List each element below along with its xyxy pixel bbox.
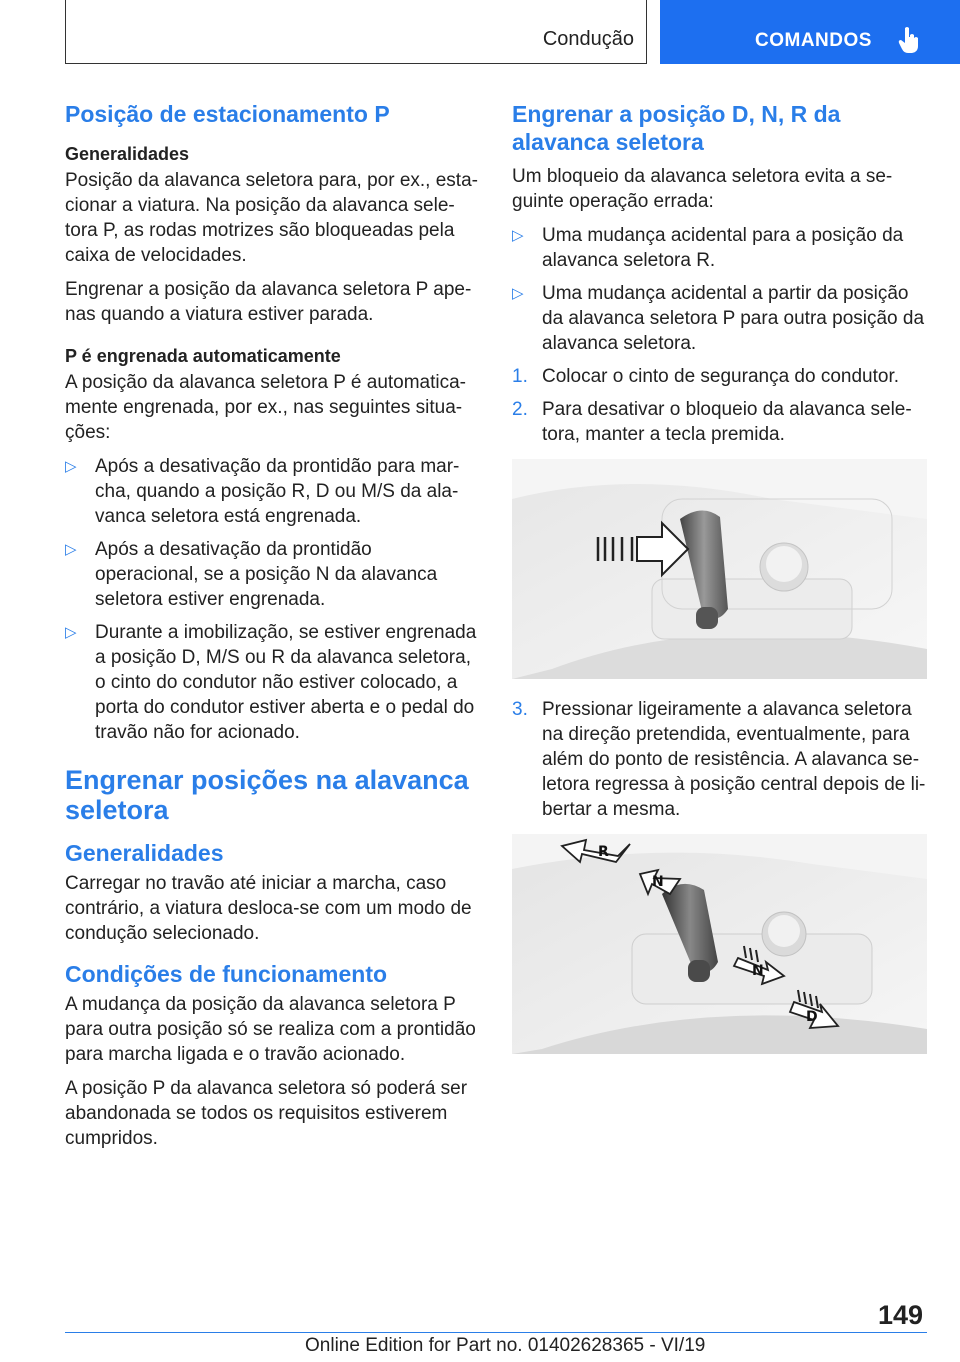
triangle-bullet-icon: ▷ xyxy=(65,541,77,558)
step-item: 3. Pressionar ligeiramente a alavanca seletora na direção pretendida, eventualmente, para além do ponto de resistência. A alavanca se-letora regressa à posição central depois de li-bertar a mesma. xyxy=(512,699,926,820)
edition-text: Online Edition for Part no. 01402628365 - VI/19 xyxy=(305,1335,706,1356)
heading-parking-position: Posição de estacionamento P xyxy=(65,101,390,127)
selector-lever-positions-figure xyxy=(512,834,927,1054)
step-item: 1. Colocar o cinto de segurança do condutor. xyxy=(512,366,900,387)
paragraph: Carregar no travão até iniciar a marcha, caso contrário, a viatura desloca-se com um modo de condução selecionado. xyxy=(65,873,472,944)
position-n-label: N xyxy=(652,874,664,890)
list-item: ▷ Uma mudança acidental a partir da posição da alavanca seletora P para outra posição da alavanca seletora. xyxy=(512,283,925,354)
heading-operating-conditions: Condições de funcionamento xyxy=(65,961,388,987)
list-item: ▷ Após a desativação da prontidão para mar-cha, quando a posição R, D ou M/S da ala-vanca seletora está engrenada. xyxy=(65,456,460,527)
page-number: 149 xyxy=(878,1300,924,1330)
paragraph: A posição da alavanca seletora P é automatica-mente engrenada, por ex., nas seguintes situa-ções: xyxy=(65,372,467,443)
heading-engage-positions: Engrenar posições na alavanca seletora xyxy=(65,765,469,825)
list-item: ▷ Uma mudança acidental para a posição da alavanca seletora R. xyxy=(512,225,904,271)
right-column xyxy=(512,100,927,1072)
heading-general: Generalidades xyxy=(65,840,224,866)
subheading-auto-p: P é engrenada automaticamente xyxy=(65,346,341,366)
triangle-bullet-icon: ▷ xyxy=(512,285,524,302)
chapter-tab[interactable] xyxy=(660,0,960,64)
paragraph: A posição P da alavanca seletora só poderá ser abandonada se todos os requisitos estiverem cumpridos. xyxy=(65,1078,468,1149)
paragraph: Um bloqueio da alavanca seletora evita a se-guinte operação errada: xyxy=(512,166,893,212)
paragraph: Posição da alavanca seletora para, por ex., esta-cionar a viatura. Na posição da alavanca sele-tora P, as rodas motrizes são bloqueadas pela caixa de velocidades. xyxy=(65,170,478,266)
list-item: ▷ Após a desativação da prontidão operacional, se a posição N da alavanca seletora estiver engrenada. xyxy=(65,539,438,610)
chapter-tab-label: COMANDOS xyxy=(755,30,872,51)
paragraph: A mudança da posição da alavanca seletora P para outra posição só se realiza com a prontidão para marcha ligada e o travão acionado. xyxy=(65,994,476,1065)
triangle-bullet-icon: ▷ xyxy=(65,458,77,475)
hand-pointer-icon xyxy=(898,26,920,54)
footer-rule xyxy=(65,1332,927,1333)
position-r-label: R xyxy=(598,844,609,860)
position-n-label: N xyxy=(752,963,764,979)
step-item: 2. Para desativar o bloqueio da alavanca sele-tora, manter a tecla premida. xyxy=(512,399,912,445)
header-section-box xyxy=(65,0,647,64)
selector-lever-unlock-figure xyxy=(512,459,927,679)
triangle-bullet-icon: ▷ xyxy=(65,624,77,641)
triangle-bullet-icon: ▷ xyxy=(512,227,524,244)
position-d-label: D xyxy=(806,1009,818,1025)
section-title: Condução xyxy=(542,28,634,50)
subheading-general: Generalidades xyxy=(65,144,190,164)
paragraph: Engrenar a posição da alavanca seletora P ape-nas quando a viatura estiver parada. xyxy=(65,279,472,325)
list-item: ▷ Durante a imobilização, se estiver engrenada a posição D, M/S ou R da alavanca seletora, o cinto do condutor não estiver colocado, a porta do condutor estiver aberta e o pedal do travão não for acionado. xyxy=(65,622,477,743)
heading-engage-dnr: Engrenar a posição D, N, R da alavanca seletora xyxy=(512,101,841,155)
left-column xyxy=(65,100,480,1160)
